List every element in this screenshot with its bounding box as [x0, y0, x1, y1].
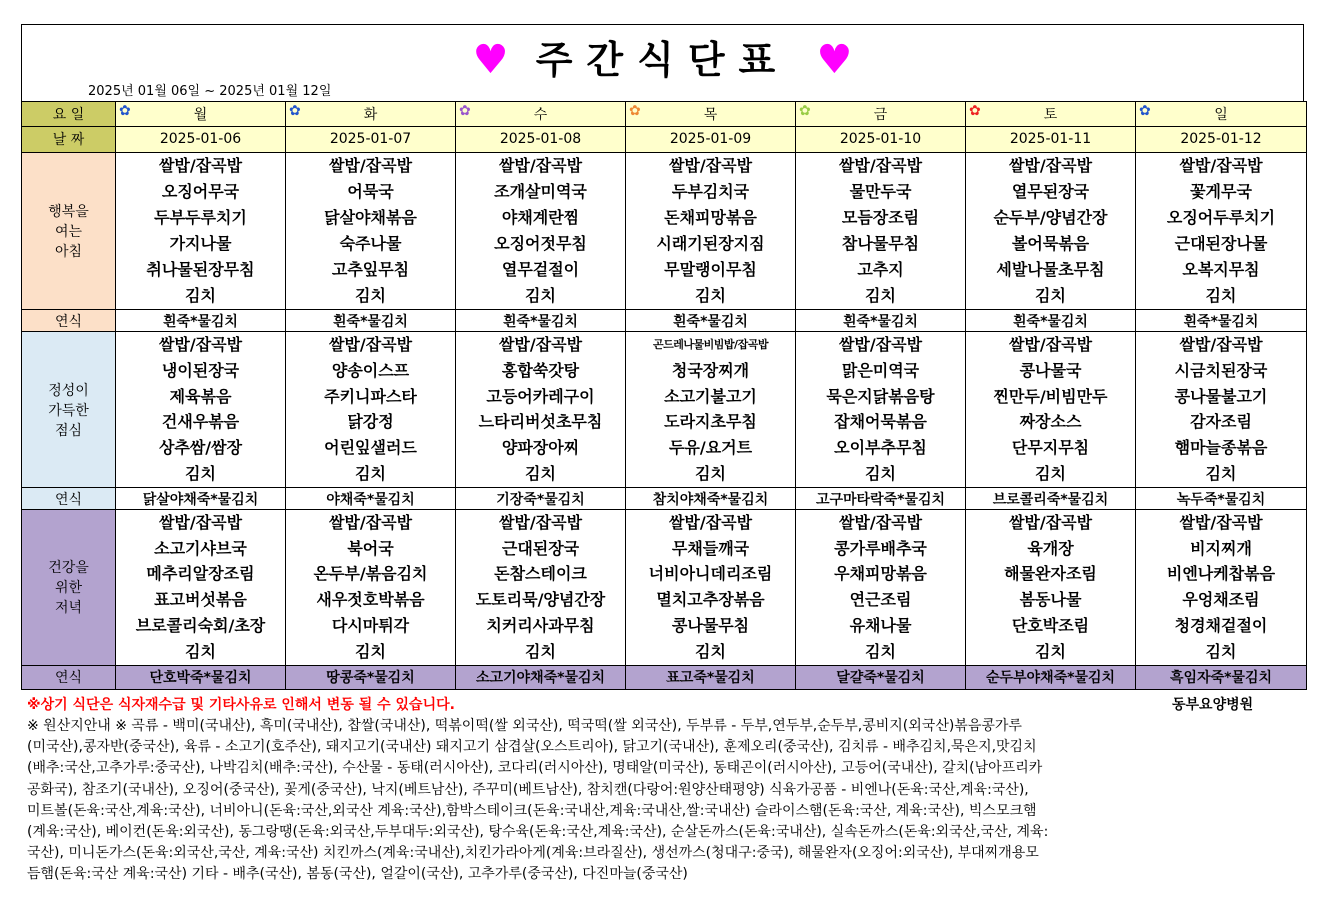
- snack-cell: 브로콜리죽*물김치: [966, 487, 1136, 509]
- snack-label: 연식: [22, 310, 116, 332]
- snack-cell: 순두부야채죽*물김치: [966, 665, 1136, 689]
- lunch-cell: 곤드레나물비빔밥/잡곡밥 청국장찌개 소고기불고기 도라지초무침 두유/요거트 김치: [626, 332, 796, 488]
- date-cell: 2025-01-06: [116, 127, 286, 152]
- lunch-label: 정성이 가득한 점심: [22, 332, 116, 488]
- flower-icon: ✿: [119, 103, 131, 119]
- snack-cell: 흑임자죽*물김치: [1136, 665, 1307, 689]
- snack-cell: 참치야채죽*물김치: [626, 487, 796, 509]
- date-label: 날 짜: [22, 127, 116, 152]
- snack-cell: 닭살야채죽*물김치: [116, 487, 286, 509]
- flower-icon: ✿: [969, 103, 981, 119]
- title-box: [21, 24, 1304, 101]
- dinner-cell: 쌀밥/잡곡밥 비지찌개 비엔나케찹볶음 우엉채조림 청경채겉절이 김치: [1136, 510, 1307, 666]
- dinner-cell: 쌀밥/잡곡밥 무채들깨국 너비아니데리조림 멸치고추장볶음 콩나물무침 김치: [626, 510, 796, 666]
- snack-row-3: [22, 665, 1307, 689]
- breakfast-cell: 쌀밥/잡곡밥 오징어무국 두부두루치기 가지나물 취나물된장무침 김치: [116, 152, 286, 310]
- snack-label: 연식: [22, 487, 116, 509]
- change-notice: ※상기 식단은 식자재수급 및 기타사유로 인해서 변동 될 수 있습니다.: [27, 697, 455, 713]
- date-cell: 2025-01-09: [626, 127, 796, 152]
- snack-cell: 흰죽*물김치: [966, 310, 1136, 332]
- breakfast-cell: 쌀밥/잡곡밥 물만두국 모듬장조림 참나물무침 고추지 김치: [796, 152, 966, 310]
- snack-cell: 흰죽*물김치: [796, 310, 966, 332]
- breakfast-cell: 쌀밥/잡곡밥 꽃게무국 오징어두루치기 근대된장나물 오복지무침 김치: [1136, 152, 1307, 310]
- date-row: [22, 127, 1307, 152]
- snack-cell: 단호박죽*물김치: [116, 665, 286, 689]
- page-title: [22, 29, 1303, 84]
- dinner-cell: 쌀밥/잡곡밥 콩가루배추국 우채피망볶음 연근조림 유채나물 김치: [796, 510, 966, 666]
- origin-line: 공화국), 참조기(국내산), 오징어(중국산), 꽃게(중국산), 낙지(베트남산), 주꾸미(베트남산), 참치캔(다랑어:원양산태평양) 식육가공품 - 비엔나(돈육:국산,계육:국산),: [27, 781, 1029, 798]
- snack-cell: 기장죽*물김치: [456, 487, 626, 509]
- dinner-cell: 쌀밥/잡곡밥 북어국 온두부/볶음김치 새우젓호박볶음 다시마튀각 김치: [286, 510, 456, 666]
- heart-icon: ♥: [816, 37, 853, 83]
- snack-label: 연식: [22, 665, 116, 689]
- snack-cell: 땅콩죽*물김치: [286, 665, 456, 689]
- snack-cell: 달걀죽*물김치: [796, 665, 966, 689]
- origin-line: 미트볼(돈육:국산,계육:국산), 너비아니(돈육:국산,외국산 계육:국산),함박스테이크(돈육:국내산,계육:국내산,쌀:국내산) 슬라이스햄(돈육:국산, 계육:국산), 빅스모크햄: [27, 802, 1037, 819]
- lunch-cell: 쌀밥/잡곡밥 시금치된장국 콩나물불고기 감자조림 햄마늘종볶음 김치: [1136, 332, 1307, 488]
- snack-cell: 흰죽*물김치: [286, 310, 456, 332]
- snack-cell: 흰죽*물김치: [626, 310, 796, 332]
- dinner-label: 건강을 위한 저녁: [22, 510, 116, 666]
- day-header: ✿ 일: [1136, 102, 1307, 127]
- lunch-cell: 쌀밥/잡곡밥 콩나물국 찐만두/비빔만두 짜장소스 단무지무침 김치: [966, 332, 1136, 488]
- snack-cell: 고구마타락죽*물김치: [796, 487, 966, 509]
- date-cell: 2025-01-08: [456, 127, 626, 152]
- date-cell: 2025-01-07: [286, 127, 456, 152]
- origin-line: (배추:국산,고추가루:중국산), 나박김치(배추:국산), 수산물 - 동태(러시아산), 코다리(러시아산), 명태알(미국산), 동태곤이(러시아산), 고등어(국내산), 갈치(남아프리카: [27, 760, 1043, 777]
- flower-icon: ✿: [289, 103, 301, 119]
- snack-cell: 소고기야채죽*물김치: [456, 665, 626, 689]
- origin-line: (미국산),콩자반(중국산), 육류 - 소고기(호주산), 돼지고기(국내산) 돼지고기 삼겹살(오스트리아), 닭고기(국내산), 훈제오리(중국산), 김치류 - 배추김치,묵은지,맛김치: [27, 739, 1037, 756]
- flower-icon: ✿: [799, 103, 811, 119]
- menu-period: 2025년 01월 06일 ~ 2025년 01월 12일: [88, 84, 332, 99]
- snack-cell: 흰죽*물김치: [116, 310, 286, 332]
- day-header: ✿ 금: [796, 102, 966, 127]
- day-header: ✿ 토: [966, 102, 1136, 127]
- dinner-cell: 쌀밥/잡곡밥 육개장 해물완자조림 봄동나물 단호박조림 김치: [966, 510, 1136, 666]
- hospital-name: 동부요양병원: [1172, 697, 1254, 713]
- breakfast-cell: 쌀밥/잡곡밥 두부김치국 돈채피망볶음 시래기된장지짐 무말랭이무침 김치: [626, 152, 796, 310]
- date-cell: 2025-01-11: [966, 127, 1136, 152]
- snack-row-1: [22, 310, 1307, 332]
- breakfast-cell: 쌀밥/잡곡밥 어묵국 닭살야채볶음 숙주나물 고추잎무침 김치: [286, 152, 456, 310]
- snack-cell: 흰죽*물김치: [456, 310, 626, 332]
- lunch-cell: 쌀밥/잡곡밥 냉이된장국 제육볶음 건새우볶음 상추쌈/쌈장 김치: [116, 332, 286, 488]
- snack-cell: 표고죽*물김치: [626, 665, 796, 689]
- breakfast-cell: 쌀밥/잡곡밥 조개살미역국 야채계란찜 오징어젓무침 열무겉절이 김치: [456, 152, 626, 310]
- snack-cell: 녹두죽*물김치: [1136, 487, 1307, 509]
- day-header: ✿ 목: [626, 102, 796, 127]
- origin-line: ※ 원산지안내 ※ 곡류 - 백미(국내산), 흑미(국내산), 찹쌀(국내산), 떡볶이떡(쌀 외국산), 떡국떡(쌀 외국산), 두부류 - 두부,연두부,순두부,콩비지(외국산)볶음콩가루: [27, 718, 1022, 734]
- flower-icon: ✿: [1139, 103, 1151, 119]
- date-cell: 2025-01-12: [1136, 127, 1307, 152]
- dinner-cell: 쌀밥/잡곡밥 소고기샤브국 메추리알장조림 표고버섯볶음 브로콜리숙회/초장 김치: [116, 510, 286, 666]
- heart-icon: ♥: [472, 37, 509, 83]
- breakfast-label: 행복을 여는 아침: [22, 152, 116, 310]
- lunch-cell: 쌀밥/잡곡밥 맑은미역국 묵은지닭볶음탕 잡채어묵볶음 오이부추무침 김치: [796, 332, 966, 488]
- origin-line: 듬햄(돈육:국산 계육:국산) 기타 - 배추(국산), 봄동(국산), 얼갈이(국산), 고추가루(중국산), 다진마늘(중국산): [27, 866, 688, 883]
- day-header: ✿ 수: [456, 102, 626, 127]
- weekday-row: [22, 102, 1307, 127]
- snack-cell: 흰죽*물김치: [1136, 310, 1307, 332]
- breakfast-cell: 쌀밥/잡곡밥 열무된장국 순두부/양념간장 볼어묵볶음 세발나물초무침 김치: [966, 152, 1136, 310]
- lunch-cell: 쌀밥/잡곡밥 홍합쑥갓탕 고등어카레구이 느타리버섯초무침 양파장아찌 김치: [456, 332, 626, 488]
- origin-line: (계육:국산), 베이컨(돈육:외국산), 동그랑땡(돈육:외국산,두부대두:외국산), 탕수육(돈육:국산,계육:국산), 순살돈까스(돈육:국내산), 실속돈까스(돈육:외국산,국산, 계육:: [27, 824, 1049, 841]
- origin-info: [27, 716, 1307, 886]
- flower-icon: ✿: [629, 103, 641, 119]
- flower-icon: ✿: [459, 103, 471, 119]
- page-title-text: 주간식단표: [535, 38, 790, 82]
- dinner-cell: 쌀밥/잡곡밥 근대된장국 돈참스테이크 도토리묵/양념간장 치커리사과무침 김치: [456, 510, 626, 666]
- dinner-row: [22, 510, 1307, 666]
- snack-cell: 야채죽*물김치: [286, 487, 456, 509]
- date-cell: 2025-01-10: [796, 127, 966, 152]
- day-header: ✿ 월: [116, 102, 286, 127]
- weekday-label: 요 일: [22, 102, 116, 127]
- weekly-menu-table: [21, 101, 1307, 690]
- origin-line: 국산), 미니돈가스(돈육:외국산,국산, 계육:국산) 치킨까스(계육:국내산),치킨가라아게(계육:브라질산), 생선까스(청대구:중국), 해물완자(오징어:외국산), 부대찌개용모: [27, 845, 1039, 862]
- lunch-row: [22, 332, 1307, 488]
- breakfast-row: [22, 152, 1307, 310]
- snack-row-2: [22, 487, 1307, 509]
- lunch-cell: 쌀밥/잡곡밥 양송이스프 주키니파스타 닭강정 어린잎샐러드 김치: [286, 332, 456, 488]
- day-header: ✿ 화: [286, 102, 456, 127]
